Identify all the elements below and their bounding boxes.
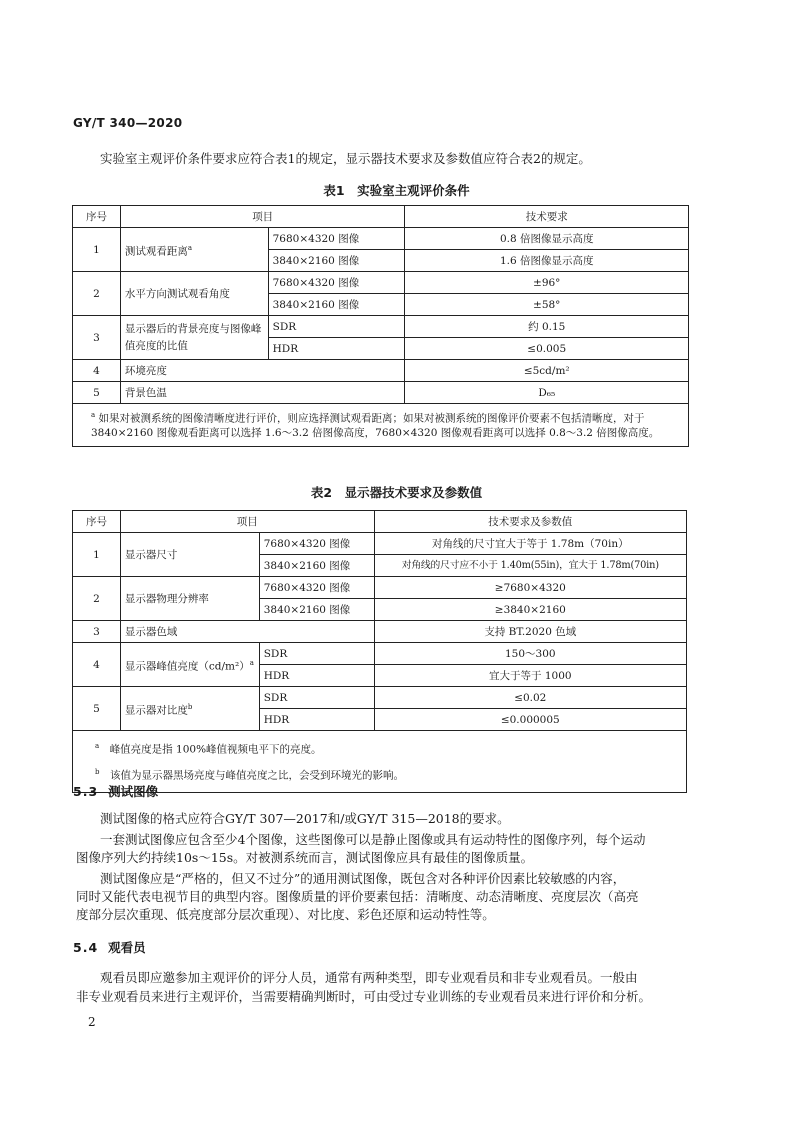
row-sub-label: HDR <box>259 665 374 687</box>
section-number: 5.3 <box>73 784 99 799</box>
footnote-mark: a <box>91 411 96 419</box>
row-req: ±96° <box>405 272 689 294</box>
row-no: 2 <box>73 272 121 316</box>
table2-note-text: 该值为显示器黑场亮度与峰值亮度之比，会受到环境光的影响。 <box>109 769 404 781</box>
table2-head-req: 技术要求及参数值 <box>374 511 686 533</box>
row-no: 5 <box>73 382 121 404</box>
table1-note-row <box>73 404 689 447</box>
row-no: 1 <box>73 228 121 272</box>
row-sub-label: 7680×4320 图像 <box>268 272 405 294</box>
table-row <box>73 382 689 404</box>
table1-header-row <box>73 206 689 228</box>
row-req: ≥7680×4320 <box>374 577 686 599</box>
row-item <box>120 228 268 272</box>
table2-head-no: 序号 <box>73 511 121 533</box>
table1-head-req: 技术要求 <box>405 206 689 228</box>
s53-paragraph-3-line-1: 测试图像应是“严格的，但又不过分”的通用测试图像，既包含对各种评价因素比较敏感的内容， <box>100 871 626 886</box>
row-no: 5 <box>73 687 121 731</box>
row-item <box>120 643 259 687</box>
row-sub-label: 7680×4320 图像 <box>268 228 405 250</box>
row-req: ≤0.000005 <box>374 709 686 731</box>
row-item: 背景色温 <box>120 382 405 404</box>
row-no: 1 <box>73 533 121 577</box>
s53-paragraph-1: 测试图像的格式应符合GY/T 307—2017和/或GY/T 315—2018的要求。 <box>100 811 510 826</box>
table2-note <box>95 735 676 761</box>
row-req: 宜大于等于 1000 <box>374 665 686 687</box>
row-req: 1.6 倍图像显示高度 <box>405 250 689 272</box>
table1-note-text: 如果对被测系统的图像清晰度进行评价，则应选择测试观看距离；如果对被测系统的图像评价要素不包括清晰度，对于 3840×2160 图像观看距离可以选择 1.6～3.2 倍图像高度，7680×4320 图像观看距离可以选择 0.8～3.2 倍图像高度。 <box>91 412 660 439</box>
row-sub-label: 3840×2160 图像 <box>259 599 374 621</box>
table1-head-item: 项目 <box>120 206 405 228</box>
row-item: 环境亮度 <box>120 360 405 382</box>
row-req: 约 0.15 <box>405 316 689 338</box>
row-req: ≤0.02 <box>374 687 686 709</box>
s54-paragraph-line-2: 非专业观看员来进行主观评价，当需要精确判断时，可由受过专业训练的专业观看员来进行评价和分析。 <box>76 989 652 1004</box>
section-title: 测试图像 <box>108 784 159 799</box>
row-req: 对角线的尺寸应不小于 1.40m(55in)，宜大于 1.78m(70in) <box>374 555 686 577</box>
table-row <box>73 643 687 665</box>
row-no: 4 <box>73 360 121 382</box>
intro-paragraph: 实验室主观评价条件要求应符合表1的规定，显示器技术要求及参数值应符合表2的规定。 <box>100 151 591 166</box>
row-req: 150～300 <box>374 643 686 665</box>
row-req: 对角线的尺寸宜大于等于 1.78m（70in） <box>374 533 686 555</box>
row-req: 0.8 倍图像显示高度 <box>405 228 689 250</box>
table2-note <box>95 761 676 787</box>
row-sub-label: SDR <box>259 687 374 709</box>
page-number: 2 <box>88 1015 96 1029</box>
row-sub-label: 3840×2160 图像 <box>268 294 405 316</box>
row-req: ≤5cd/m² <box>405 360 689 382</box>
row-sub-label: HDR <box>268 338 405 360</box>
table-row <box>73 687 687 709</box>
row-req: ≤0.005 <box>405 338 689 360</box>
section-5-4-heading <box>73 938 146 956</box>
table1-note <box>73 404 689 447</box>
table-row <box>73 228 689 250</box>
row-sub-label: SDR <box>268 316 405 338</box>
s53-paragraph-3-line-3: 度部分层次重现、低亮度部分层次重现）、对比度、彩色还原和运动特性等。 <box>76 907 495 922</box>
footnote-mark: a <box>95 742 100 750</box>
footnote-mark: a <box>187 243 193 252</box>
table-row <box>73 360 689 382</box>
table-row <box>73 621 687 643</box>
row-item <box>120 687 259 731</box>
s54-paragraph-line-1: 观看员即应邀参加主观评价的评分人员，通常有两种类型，即专业观看员和非专业观看员。一般由 <box>100 970 638 985</box>
table1 <box>72 205 689 447</box>
row-item: 显示器后的背景亮度与图像峰值亮度的比值 <box>120 316 268 360</box>
footnote-mark: b <box>187 702 193 711</box>
table2-header-row <box>73 511 687 533</box>
table2 <box>72 510 687 793</box>
row-sub-label: 7680×4320 图像 <box>259 577 374 599</box>
table-row <box>73 316 689 338</box>
table1-caption: 表1 实验室主观评价条件 <box>323 183 470 198</box>
table2-note-text: 峰值亮度是指 100%峰值视频电平下的亮度。 <box>109 743 322 756</box>
row-item: 显示器物理分辨率 <box>120 577 259 621</box>
footnote-mark: a <box>249 658 254 667</box>
row-req: 支持 BT.2020 色域 <box>374 621 686 643</box>
row-no: 3 <box>73 621 121 643</box>
row-no: 2 <box>73 577 121 621</box>
table2-note-row <box>73 731 687 793</box>
row-sub-label: SDR <box>259 643 374 665</box>
row-sub-label: HDR <box>259 709 374 731</box>
s53-paragraph-2-line-2: 图像序列大约持续10s～15s。对被测系统而言，测试图像应具有最佳的图像质量。 <box>76 850 534 865</box>
row-sub-label: 3840×2160 图像 <box>268 250 405 272</box>
section-5-3-heading <box>73 782 158 800</box>
row-item: 显示器色域 <box>120 621 374 643</box>
table-row <box>73 533 687 555</box>
row-item-text: 测试观看距离 <box>124 245 188 258</box>
row-req: ±58° <box>405 294 689 316</box>
row-item: 水平方向测试观看角度 <box>120 272 268 316</box>
row-sub-label: 7680×4320 图像 <box>259 533 374 555</box>
standard-code: GY/T 340—2020 <box>73 116 183 130</box>
row-item-text: 显示器峰值亮度（cd/m²） <box>124 660 250 673</box>
row-req: ≥3840×2160 <box>374 599 686 621</box>
footnote-mark: b <box>95 767 100 776</box>
table1-head-no: 序号 <box>73 206 121 228</box>
s53-paragraph-3-line-2: 同时又能代表电视节目的典型内容。图像质量的评价要素包括：清晰度、动态清晰度、亮度层次（高亮 <box>76 889 639 904</box>
table2-head-item: 项目 <box>120 511 374 533</box>
table2-notes <box>73 731 687 793</box>
table2-caption: 表2 显示器技术要求及参数值 <box>310 485 483 500</box>
row-req: D₆₅ <box>405 382 689 404</box>
row-no: 4 <box>73 643 121 687</box>
section-title: 观看员 <box>108 940 146 955</box>
section-number: 5.4 <box>73 940 99 955</box>
table-row <box>73 577 687 599</box>
row-sub-label: 3840×2160 图像 <box>259 555 374 577</box>
row-item: 显示器尺寸 <box>120 533 259 577</box>
row-item-text: 显示器对比度 <box>124 704 188 717</box>
row-no: 3 <box>73 316 121 360</box>
s53-paragraph-2-line-1: 一套测试图像应包含至少4个图像，这些图像可以是静止图像或具有运动特性的图像序列，每个运动 <box>100 832 646 847</box>
table-row <box>73 272 689 294</box>
